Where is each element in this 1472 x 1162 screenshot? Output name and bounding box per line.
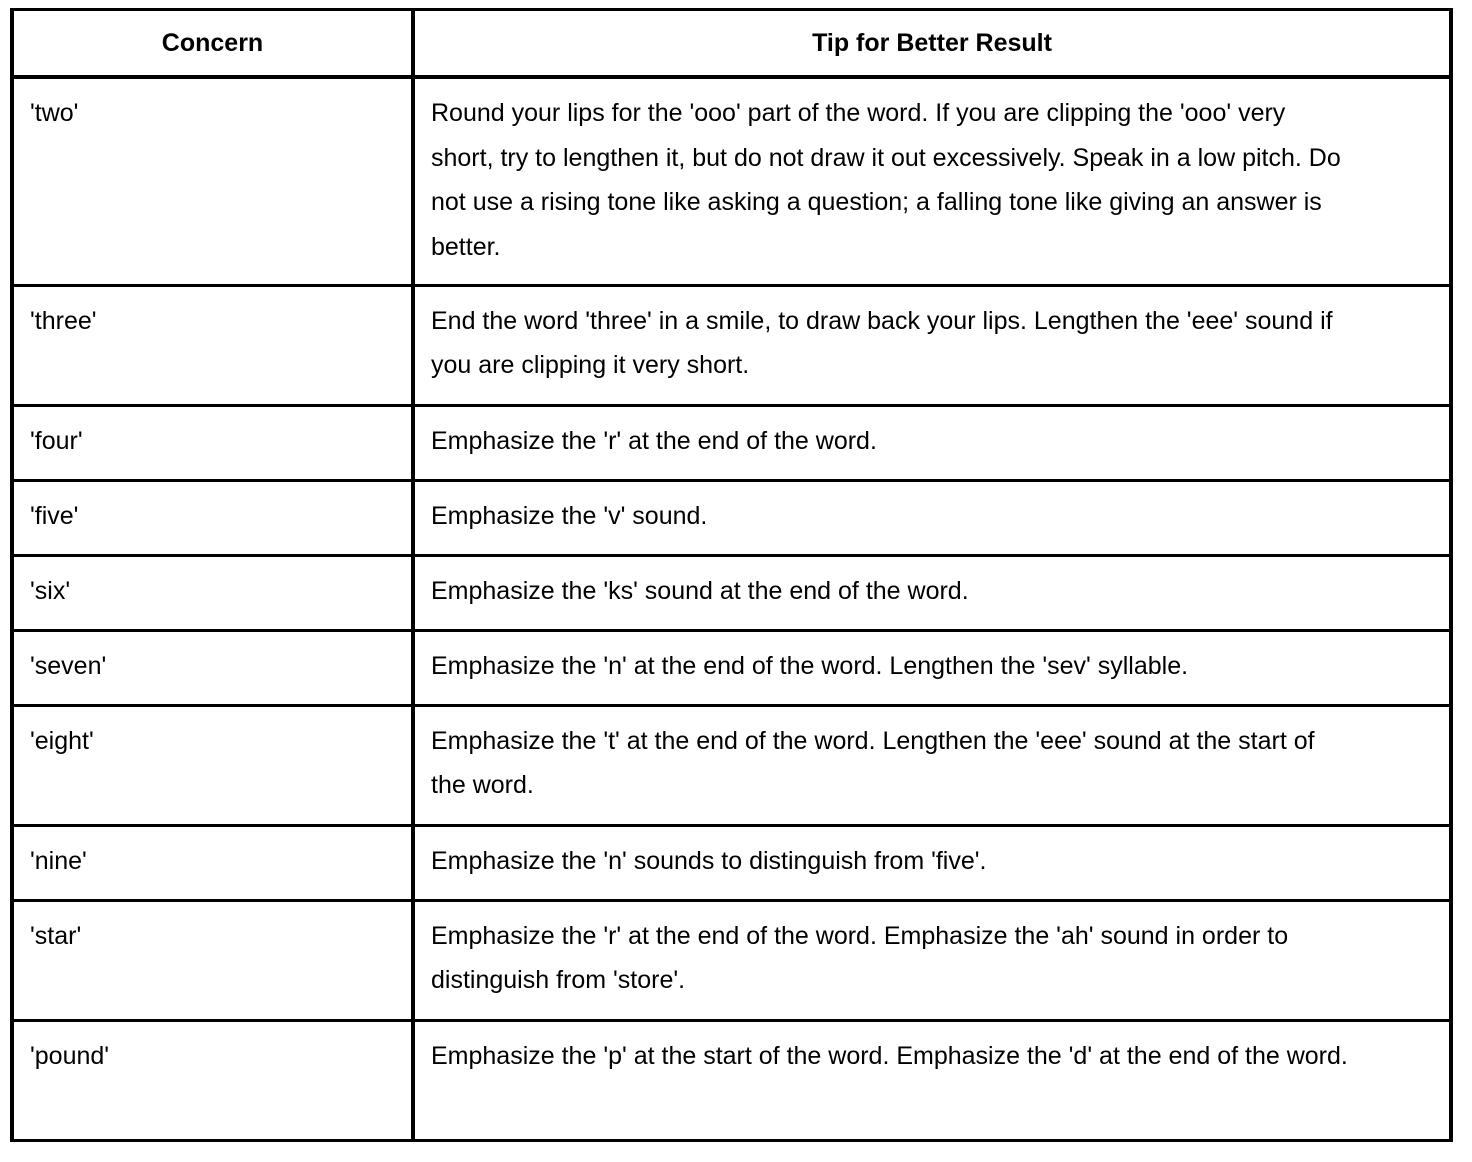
concern-cell: 'four' [12,405,413,480]
tip-cell: Emphasize the 'ks' sound at the end of the word. [413,555,1451,630]
header-row [12,10,1451,78]
tip-cell: Emphasize the 'n' at the end of the word. Lengthen the 'sev' syllable. [413,630,1451,705]
table-row [12,705,1451,825]
table-row [12,555,1451,630]
table-header [12,10,1451,78]
concern-cell: 'seven' [12,630,413,705]
concern-cell: 'eight' [12,705,413,825]
table-row [12,77,1451,285]
tip-column-header: Tip for Better Result [413,10,1451,78]
concern-cell: 'star' [12,900,413,1020]
table-row [12,825,1451,900]
tip-cell: Emphasize the 'n' sounds to distinguish from 'five'. [413,825,1451,900]
tip-cell: End the word 'three' in a smile, to draw back your lips. Lengthen the 'eee' sound if you are clipping it very short. [413,285,1451,405]
tip-cell: Emphasize the 'v' sound. [413,480,1451,555]
table-row [12,480,1451,555]
table-row [12,900,1451,1020]
concern-cell: 'two' [12,77,413,285]
table-row [12,630,1451,705]
table-row [12,285,1451,405]
concern-cell: 'three' [12,285,413,405]
concern-cell: 'nine' [12,825,413,900]
table-row [12,405,1451,480]
tip-cell: Emphasize the 't' at the end of the word. Lengthen the 'eee' sound at the start of the word. [413,705,1451,825]
tip-cell: Emphasize the 'p' at the start of the word. Emphasize the 'd' at the end of the word. [413,1020,1451,1140]
concern-cell: 'five' [12,480,413,555]
table-row [12,1020,1451,1140]
tip-cell: Round your lips for the 'ooo' part of the word. If you are clipping the 'ooo' very short, try to lengthen it, but do not draw it out excessively. Speak in a low pitch. Do not use a rising tone like asking a question; a falling tone like giving an answer is better. [413,77,1451,285]
concern-cell: 'six' [12,555,413,630]
pronunciation-tips-table [10,8,1453,1142]
concern-column-header: Concern [12,10,413,78]
concern-cell: 'pound' [12,1020,413,1140]
table-body [12,77,1451,1140]
tip-cell: Emphasize the 'r' at the end of the word. Emphasize the 'ah' sound in order to distinguish from 'store'. [413,900,1451,1020]
tip-cell: Emphasize the 'r' at the end of the word. [413,405,1451,480]
